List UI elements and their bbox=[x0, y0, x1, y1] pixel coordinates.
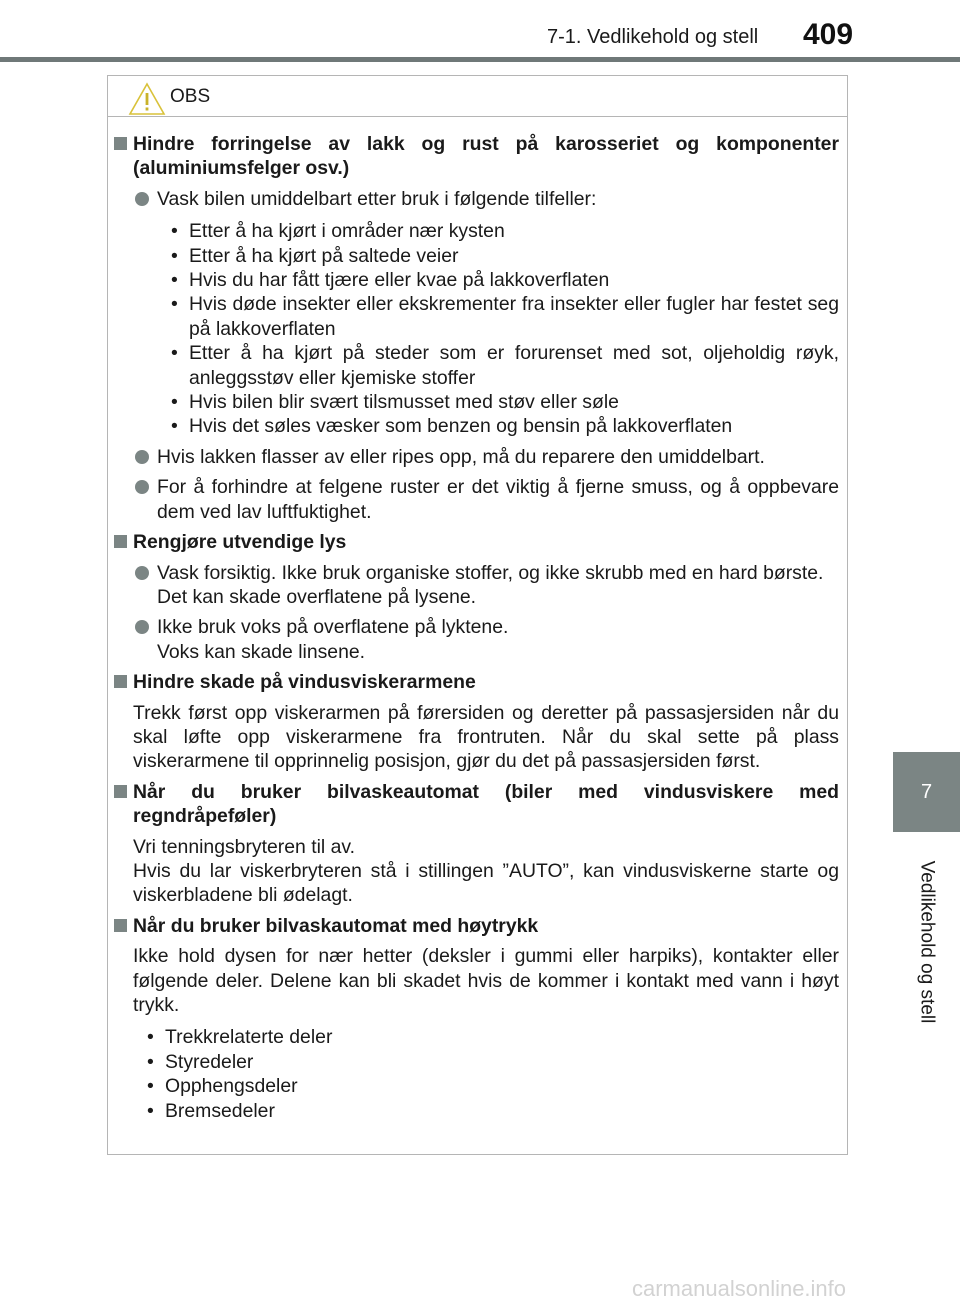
section-title: Når du bruker bilvaskautomat med høytrykk bbox=[133, 914, 539, 937]
sub-list bbox=[133, 1025, 839, 1123]
section-square-icon bbox=[114, 919, 127, 932]
section-title: Hindre forringelse av lakk og rust på karosseriet og komponenter (aluminiumsfelger osv.) bbox=[133, 133, 839, 180]
sub-list-item: • Etter å ha kjørt i områder nær kysten bbox=[171, 219, 839, 243]
section-square-icon bbox=[114, 785, 127, 798]
caution-header bbox=[108, 76, 847, 117]
section-rust-prevention bbox=[108, 132, 847, 524]
chapter-tab[interactable] bbox=[893, 752, 960, 832]
sub-list-item: • Hvis døde insekter eller ekskrementer fra insekter eller fugler har festet seg på lakkoverflaten bbox=[171, 292, 839, 341]
bullet-text: Hvis lakken flasser av eller ripes opp, må du reparere den umiddelbart. bbox=[157, 445, 765, 468]
paragraph-line: Vri tenningsbryteren til av. bbox=[133, 835, 356, 858]
chapter-number: 7 bbox=[920, 780, 933, 803]
bullet-item bbox=[133, 475, 839, 524]
bullet-dot-icon bbox=[135, 620, 149, 634]
bullet-text: Ikke bruk voks på overflatene på lyktene. bbox=[157, 616, 509, 639]
section-high-pressure-wash bbox=[108, 914, 847, 1123]
bullet-text: Vask forsiktig. Ikke bruk organiske stoffer, og ikke skrubb med en hard børste. bbox=[157, 561, 824, 584]
bullet-note: Det kan skade overflatene på lysene. bbox=[157, 585, 477, 608]
sub-list-item: • Hvis bilen blir svært tilsmusset med støv eller søle bbox=[171, 390, 839, 414]
section-title: Når du bruker bilvaskeautomat (biler med vindusviskere med regndråpeføler) bbox=[133, 780, 839, 828]
sub-list bbox=[133, 219, 839, 439]
header-rule bbox=[0, 57, 960, 62]
sub-list-item: • Hvis du har fått tjære eller kvae på lakkoverflaten bbox=[171, 268, 839, 292]
sub-list-item: • Trekkrelaterte deler bbox=[147, 1025, 839, 1049]
section-title: Hindre skade på vindusviskerarmene bbox=[133, 671, 476, 694]
caution-box bbox=[107, 75, 848, 1155]
section-paragraph: Ikke hold dysen for nær hetter (deksler i gummi eller harpiks), kontakter eller følgende deler. Delene kan bli skadet hvis de kommer i kontakt med vann i høyt trykk. bbox=[133, 945, 839, 1016]
bullet-dot-icon bbox=[135, 480, 149, 494]
bullet-dot-icon bbox=[135, 566, 149, 580]
sub-list-item: • Etter å ha kjørt på saltede veier bbox=[171, 244, 839, 268]
bullet-dot-icon bbox=[135, 192, 149, 206]
sub-list-item: • Etter å ha kjørt på steder som er forurenset med sot, oljeholdig røyk, anleggsstøv eller kjemiske stoffer bbox=[171, 341, 839, 390]
sub-list-item: • Styredeler bbox=[147, 1050, 839, 1074]
bullet-item bbox=[133, 561, 839, 610]
chapter-label-container bbox=[893, 842, 960, 1042]
section-wiper-arms bbox=[108, 670, 847, 774]
caution-label: OBS bbox=[170, 86, 211, 107]
section-square-icon bbox=[114, 675, 127, 688]
bullet-item bbox=[133, 445, 839, 469]
bullet-dot-icon bbox=[135, 450, 149, 464]
sub-list-item: • Opphengsdeler bbox=[147, 1074, 839, 1098]
bullet-item bbox=[133, 615, 839, 664]
section-exterior-lights bbox=[108, 530, 847, 664]
section-car-wash-rain-sensor bbox=[108, 780, 847, 908]
header-section-title: 7-1. Vedlikehold og stell bbox=[547, 26, 759, 48]
watermark-text: carmanualsonline.info bbox=[632, 1276, 847, 1301]
bullet-text: For å forhindre at felgene ruster er det viktig å fjerne smuss, og å oppbevare dem ved lav luftfuktighet. bbox=[157, 476, 839, 523]
bullet-text: Vask bilen umiddelbart etter bruk i følgende tilfeller: bbox=[157, 187, 597, 210]
sub-list-item: • Hvis det søles væsker som benzen og bensin på lakkoverflaten bbox=[171, 414, 839, 438]
bullet-note: Voks kan skade linsene. bbox=[157, 640, 366, 663]
section-title: Rengjøre utvendige lys bbox=[133, 531, 347, 554]
sub-list-item: • Bremsedeler bbox=[147, 1099, 839, 1123]
section-paragraph bbox=[133, 835, 839, 908]
caution-content bbox=[108, 132, 847, 1129]
section-square-icon bbox=[114, 137, 127, 150]
bullet-item bbox=[133, 187, 839, 439]
warning-triangle-icon bbox=[128, 82, 166, 116]
chapter-label: Vedlikehold og stell bbox=[916, 860, 938, 1024]
paragraph-line: Hvis du lar viskerbryteren stå i stillingen ”AUTO”, kan vindusviskerne starte og viskerbladene bli ødelagt. bbox=[133, 859, 839, 907]
page-number: 409 bbox=[803, 18, 854, 51]
section-paragraph: Trekk først opp viskerarmen på førersiden og deretter på passasjersiden når du skal løfte opp viskerarmene fra frontruten. Når du skal sette på plass viskerarmene til opprinnelig posisjon, gjør du det på passasjersiden først. bbox=[133, 701, 839, 773]
section-square-icon bbox=[114, 535, 127, 548]
